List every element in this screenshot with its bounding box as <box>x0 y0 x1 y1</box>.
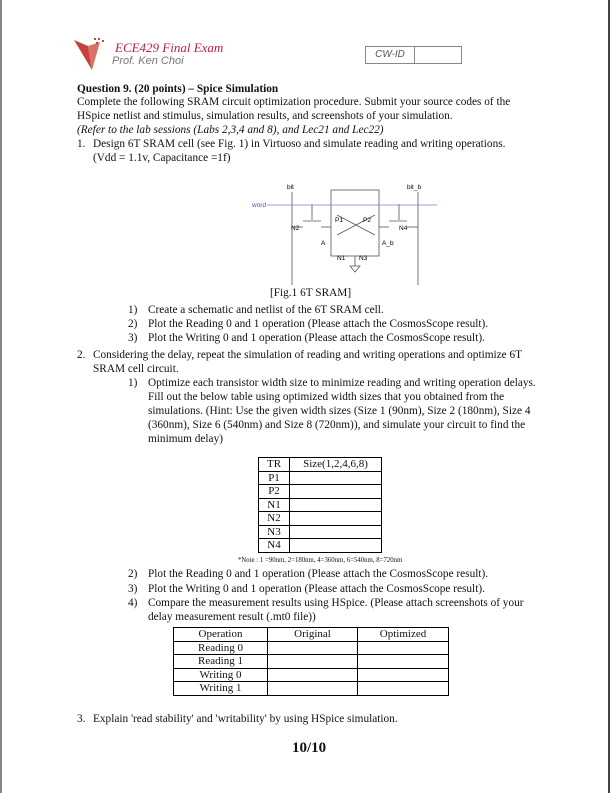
sub-number: 3) <box>128 583 138 595</box>
university-logo <box>74 38 106 72</box>
table-row <box>259 471 382 485</box>
original-cell[interactable] <box>268 682 358 696</box>
professor-name: Prof. Ken Choi <box>112 55 184 67</box>
item-text: Explain 'read stability' and 'writability' by using HSpice simulation. <box>93 713 398 725</box>
intro-line: HSpice netlist and stimulus, simulation results, and screenshots of your simulation. <box>77 110 453 122</box>
course-title: ECE429 Final Exam <box>115 40 224 55</box>
size-table <box>258 457 382 553</box>
sub-text: Plot the Reading 0 and 1 operation (Please attach the CosmosScope result). <box>148 568 489 580</box>
question-title: Question 9. (20 points) – Spice Simulation <box>77 83 279 95</box>
intro-line: Complete the following SRAM circuit optimization procedure. Submit your source codes of the <box>77 96 511 108</box>
original-cell[interactable] <box>268 668 358 682</box>
table-row <box>174 682 449 696</box>
operation-cell: Reading 0 <box>174 641 268 655</box>
sub-text: Create a schematic and netlist of the 6T SRAM cell. <box>148 304 384 316</box>
operation-cell: Reading 1 <box>174 655 268 669</box>
size-input-cell[interactable] <box>290 525 382 539</box>
sub-text: Optimize each transistor width size to minimize reading and writing operation delays. <box>148 377 536 389</box>
size-input-cell[interactable] <box>290 485 382 499</box>
label-bit-b: bit_b <box>407 184 422 191</box>
optimized-cell[interactable] <box>358 668 449 682</box>
item-text: Design 6T SRAM cell (see Fig. 1) in Virtuoso and simulate reading and writing operations. <box>93 138 506 150</box>
operation-cell: Writing 1 <box>174 682 268 696</box>
label-p1: P1 <box>335 217 343 224</box>
table-row <box>174 655 449 669</box>
sub-number: 2) <box>128 568 138 580</box>
item-number: 2. <box>77 349 86 361</box>
item-number: 1. <box>77 138 86 150</box>
tr-cell: P1 <box>259 471 290 485</box>
optimized-cell[interactable] <box>358 655 449 669</box>
sub-text: Plot the Writing 0 and 1 operation (Please attach the CosmosScope result). <box>148 583 485 595</box>
size-input-cell[interactable] <box>290 498 382 512</box>
table-row <box>174 641 449 655</box>
label-n3: N3 <box>359 255 368 262</box>
header-cell: Optimized <box>358 628 449 642</box>
sub-number: 1) <box>128 304 138 316</box>
sub-text: (360nm), Size 6 (540nm) and Size 8 (720nm)), and simulate your circuit to find the <box>148 419 526 431</box>
sub-text: Plot the Writing 0 and 1 operation (Please attach the CosmosScope result). <box>148 332 485 344</box>
original-cell[interactable] <box>268 641 358 655</box>
optimized-cell[interactable] <box>358 682 449 696</box>
tr-cell: N1 <box>259 498 290 512</box>
table-row <box>259 512 382 526</box>
size-input-cell[interactable] <box>290 512 382 526</box>
header-cell: Original <box>268 628 358 642</box>
sub-number: 3) <box>128 332 138 344</box>
label-bit: bit <box>287 184 294 191</box>
sub-text: minimum delay) <box>148 433 223 445</box>
sub-number: 2) <box>128 318 138 330</box>
reference-note: (Refer to the lab sessions (Labs 2,3,4 and 8), and Lec21 and Lec22) <box>77 124 384 136</box>
item-number: 3. <box>77 713 86 725</box>
table-row <box>259 539 382 553</box>
measurement-table <box>173 627 449 696</box>
label-word: word <box>252 202 267 209</box>
sram-schematic <box>237 180 437 290</box>
header-cell: TR <box>259 458 290 472</box>
tr-cell: N3 <box>259 525 290 539</box>
table-row <box>259 498 382 512</box>
header-cell: Operation <box>174 628 268 642</box>
sub-text: Compare the measurement results using HSpice. (Please attach screenshots of your <box>148 597 524 609</box>
tr-cell: N2 <box>259 512 290 526</box>
cwid-label: CW-ID <box>366 47 415 63</box>
tr-cell: P2 <box>259 485 290 499</box>
size-input-cell[interactable] <box>290 471 382 485</box>
original-cell[interactable] <box>268 655 358 669</box>
table-row <box>259 525 382 539</box>
sub-number: 4) <box>128 597 138 609</box>
sub-text: simulations. (Hint: Use the given width sizes (Size 1 (90nm), Size 2 (180nm), Size 4 <box>148 405 531 417</box>
cwid-field[interactable] <box>365 46 462 64</box>
header-cell: Size(1,2,4,6,8) <box>290 458 382 472</box>
label-p2: P2 <box>363 217 371 224</box>
operation-cell: Writing 0 <box>174 668 268 682</box>
table-row <box>259 485 382 499</box>
label-n1: N1 <box>337 255 346 262</box>
optimized-cell[interactable] <box>358 641 449 655</box>
item-text: SRAM cell circuit. <box>93 363 179 375</box>
page-number: 10/10 <box>292 740 327 756</box>
size-input-cell[interactable] <box>290 539 382 553</box>
label-a: A <box>321 240 326 247</box>
figure-caption: [Fig.1 6T SRAM] <box>270 287 352 299</box>
sub-text: Fill out the below table using optimized width sizes that you obtained from the <box>148 391 505 403</box>
label-n2: N2 <box>291 225 300 232</box>
tr-cell: N4 <box>259 539 290 553</box>
label-n4: N4 <box>399 225 408 232</box>
label-a-b: A_b <box>382 240 394 247</box>
page-border <box>608 0 610 793</box>
size-note: *Note : 1 =90nm, 2=180nm, 4=360nm, 6=540nm, 8=720nm <box>238 557 403 564</box>
table-row <box>174 668 449 682</box>
sub-text: Plot the Reading 0 and 1 operation (Please attach the CosmosScope result). <box>148 318 489 330</box>
sub-number: 1) <box>128 377 138 389</box>
item-text: Considering the delay, repeat the simulation of reading and writing operations and optimize 6T <box>93 349 523 361</box>
item-text: (Vdd = 1.1v, Capacitance =1f) <box>93 152 231 164</box>
sub-text: delay measurement result (.mt0 file)) <box>148 611 316 623</box>
